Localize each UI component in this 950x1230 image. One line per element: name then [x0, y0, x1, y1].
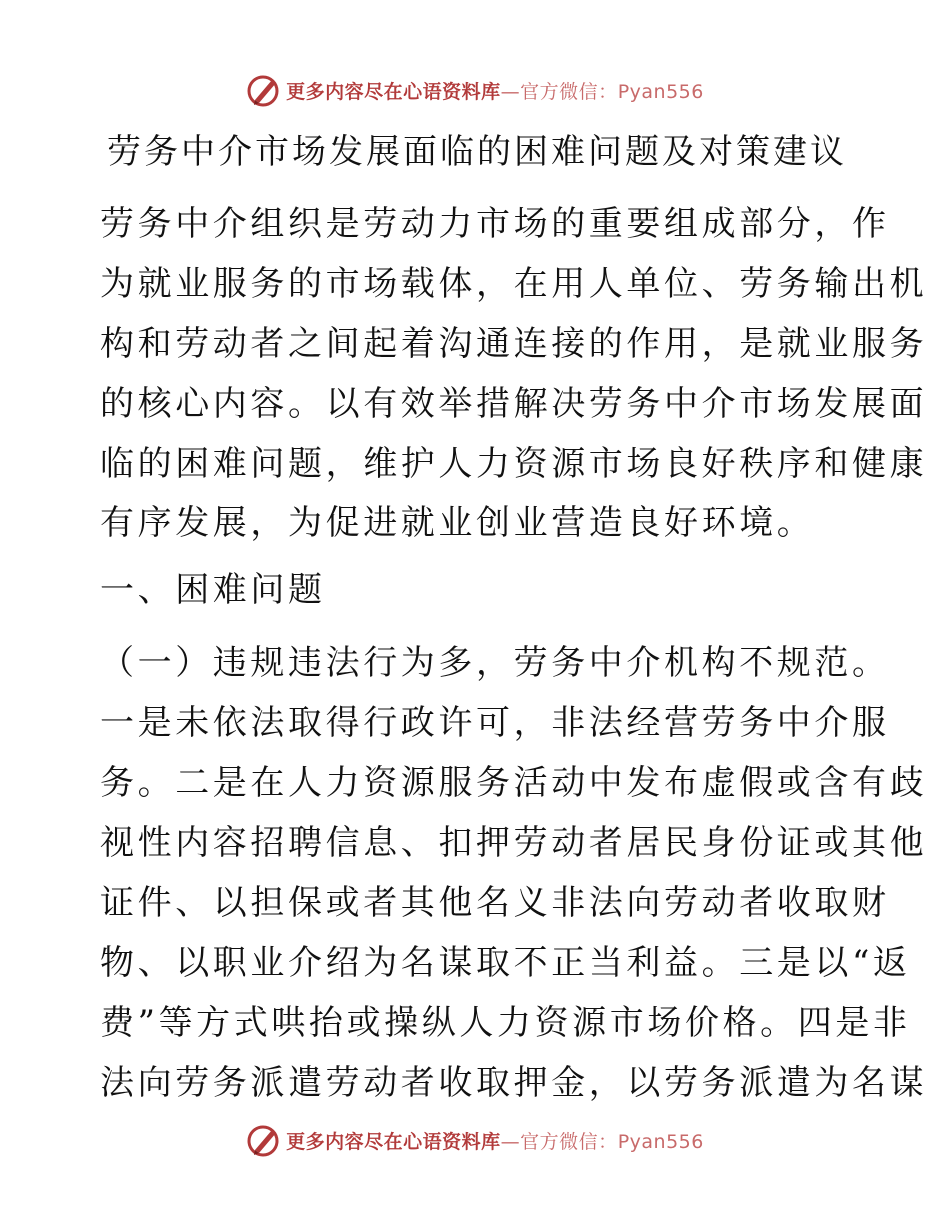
body-line: 物、以职业介绍为名谋取不正当利益。三是以“返 — [100, 943, 911, 983]
banner-separator: — — [500, 1130, 521, 1153]
banner-wechat-label: 官方微信： — [520, 1130, 618, 1153]
body-line: 为就业服务的市场载体，在用人单位、劳务输出机 — [100, 264, 928, 304]
banner-main-text: 更多内容尽在心语资料库 — [286, 1130, 501, 1153]
body-line: 证件、以担保或者其他名义非法向劳动者收取财 — [100, 883, 890, 923]
document-title: 劳务中介市场发展面临的困难问题及对策建议 — [107, 132, 847, 172]
banner-text — [286, 77, 704, 104]
body-line: 劳务中介组织是劳动力市场的重要组成部分，作 — [100, 204, 890, 244]
subsection-heading: （一）违规违法行为多，劳务中介机构不规范。 — [100, 643, 890, 683]
footer-banner — [0, 1120, 950, 1160]
header-banner — [0, 70, 950, 110]
body-line: 视性内容招聘信息、扣押劳动者居民身份证或其他 — [100, 823, 928, 863]
banner-main-text: 更多内容尽在心语资料库 — [286, 80, 501, 103]
section-heading: 一、困难问题 — [100, 570, 326, 610]
body-line: 务。二是在人力资源服务活动中发布虚假或含有歧 — [100, 763, 928, 803]
banner-wechat-id: Pyan556 — [617, 1130, 704, 1153]
banner-separator: — — [500, 80, 521, 103]
banner-wechat-id: Pyan556 — [617, 80, 704, 103]
body-line: 一是未依法取得行政许可，非法经营劳务中介服 — [100, 703, 890, 743]
banner-text — [286, 1127, 704, 1154]
pen-logo-icon — [246, 1122, 282, 1158]
body-line: 构和劳动者之间起着沟通连接的作用，是就业服务 — [100, 324, 928, 364]
banner-wechat-label: 官方微信： — [520, 80, 618, 103]
body-line: 费”等方式哄抬或操纵人力资源市场价格。四是非 — [100, 1003, 911, 1043]
body-line: 法向劳务派遣劳动者收取押金，以劳务派遣为名谋 — [100, 1063, 928, 1103]
body-line: 临的困难问题，维护人力资源市场良好秩序和健康 — [100, 444, 928, 484]
body-line: 有序发展，为促进就业创业营造良好环境。 — [100, 503, 815, 543]
body-line: 的核心内容。以有效举措解决劳务中介市场发展面 — [100, 384, 928, 424]
pen-logo-icon — [246, 72, 282, 108]
